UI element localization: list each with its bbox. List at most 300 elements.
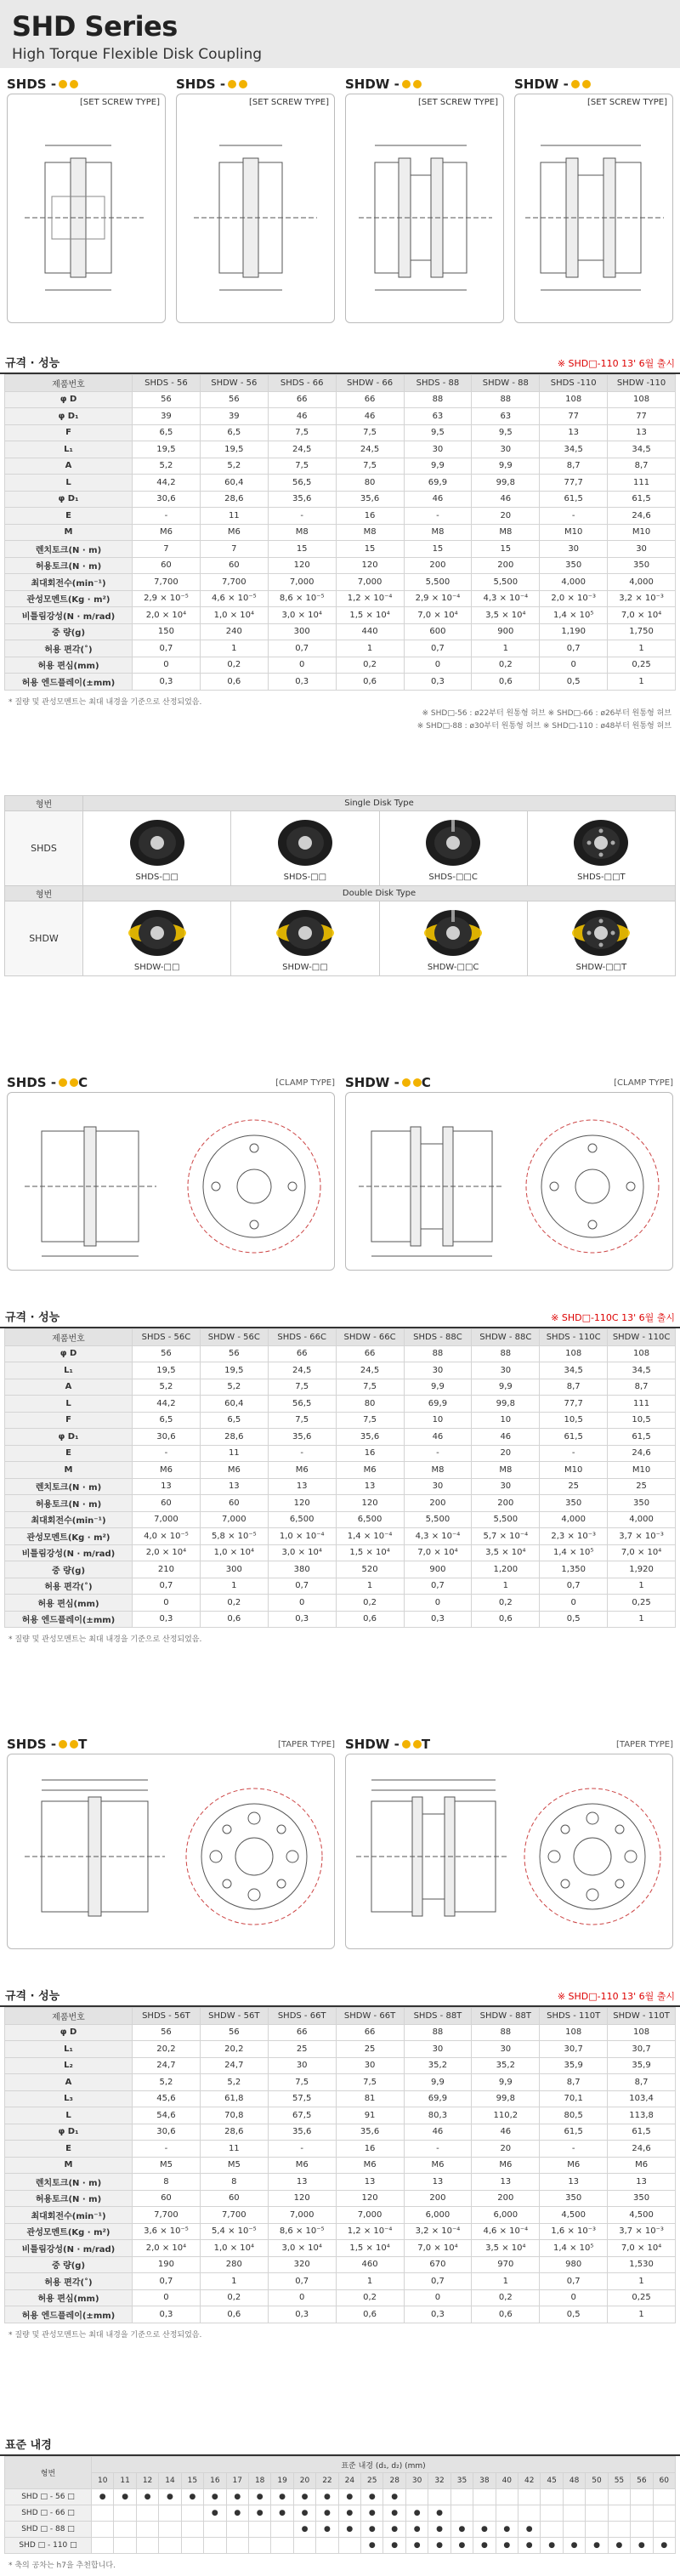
bore-corner-label: 형번 (5, 2457, 92, 2489)
bore-diameter-header: 28 (383, 2473, 405, 2489)
table-cell: 320 (268, 2256, 336, 2273)
table-cell: 6,000 (472, 2207, 540, 2224)
table-cell: 5,2 (133, 1379, 201, 1396)
table-cell: 35,2 (472, 2057, 540, 2074)
table-cell: 0,2 (336, 1595, 404, 1612)
bore-available-mark: ● (271, 2489, 293, 2505)
table-cell: 2,9 × 10⁻⁵ (133, 590, 201, 607)
table-cell: 60 (133, 557, 201, 574)
bore-table (4, 2456, 676, 2554)
table-row (5, 2057, 676, 2074)
row-label: 허용 편각(˚) (5, 2273, 133, 2290)
table-cell: 25 (608, 1478, 676, 1495)
photo-table-section (0, 795, 680, 976)
table-cell: 300 (200, 1561, 268, 1578)
table-cell: 35,2 (404, 2057, 472, 2074)
spec-note: * 질량 및 관성모멘트는 최대 내경을 기준으로 산정되었음. (8, 697, 202, 707)
table-row (5, 391, 676, 408)
table-cell: 7,5 (336, 1412, 404, 1429)
table-cell: 7,5 (268, 1412, 336, 1429)
table-cell: 35,6 (336, 2124, 404, 2141)
table-cell: 30,6 (133, 491, 201, 508)
table-cell: 9,5 (404, 424, 472, 441)
product-code-label: SHDW-□□T (575, 963, 627, 972)
table-cell: 8,7 (540, 458, 608, 475)
table-cell: 56 (133, 1345, 201, 1362)
column-header-product: 제품번호 (5, 375, 133, 392)
row-label: L (5, 2107, 133, 2124)
table-cell: 3,0 × 10⁴ (268, 607, 336, 624)
table-cell: 2,3 × 10⁻³ (540, 1528, 608, 1545)
column-header-model: SHDS -110 (540, 375, 608, 392)
taper-drawing-1 (7, 1754, 335, 1949)
table-cell: 0,6 (336, 674, 404, 691)
column-header-model: SHDW - 110T (608, 2008, 676, 2025)
row-label: L₁ (5, 1362, 133, 1379)
row-label: φ D₁ (5, 491, 133, 508)
size-dot-icon (413, 80, 422, 88)
table-cell: 80 (336, 475, 404, 492)
bore-available-mark: ● (293, 2505, 315, 2522)
table-cell: 9,9 (472, 458, 540, 475)
table-cell: 4,3 × 10⁻⁴ (404, 1528, 472, 1545)
bore-available-mark: ● (608, 2538, 630, 2554)
coupling-side-view-icon (515, 94, 674, 324)
bore-available-mark: ● (383, 2505, 405, 2522)
single-disk-title: Single Disk Type (83, 796, 676, 811)
row-label: 중 량(g) (5, 1561, 133, 1578)
coupling-photo-icon (563, 816, 639, 869)
type-tag: [SET SCREW TYPE] (587, 98, 667, 107)
table-cell: 0,7 (268, 2273, 336, 2290)
clamp-panel-2: SHDW - C [CLAMP TYPE] (345, 1073, 673, 1271)
table-cell: 61,5 (540, 491, 608, 508)
table-cell: M6 (608, 2157, 676, 2174)
table-cell: 200 (472, 557, 540, 574)
table-cell: 46 (404, 2124, 472, 2141)
table-cell (450, 2489, 473, 2505)
table-cell: 3,6 × 10⁻⁵ (133, 2223, 201, 2240)
table-cell: 7,000 (133, 1511, 201, 1528)
table-cell: 35,9 (540, 2057, 608, 2074)
column-header-model: SHDW -110 (608, 375, 676, 392)
table-cell: 30 (404, 441, 472, 458)
spec-table-1-section (0, 355, 680, 732)
table-cell: 80,3 (404, 2107, 472, 2124)
table-cell: - (133, 2141, 201, 2158)
page-subtitle: High Torque Flexible Disk Coupling (12, 46, 263, 63)
size-dot-icon (228, 80, 236, 88)
bore-diameter-header: 17 (226, 2473, 248, 2489)
table-cell: 190 (133, 2256, 201, 2273)
table-cell: 30 (404, 1362, 472, 1379)
product-code-label: SHDW-□□ (133, 963, 180, 972)
table-row (5, 2190, 676, 2207)
table-cell: 66 (268, 2024, 336, 2041)
row-label: F (5, 424, 133, 441)
bore-available-mark: ● (518, 2538, 541, 2554)
table-cell: 56 (200, 2024, 268, 2041)
taper-coupling-drawing-icon (346, 1754, 674, 1950)
table-row (5, 623, 676, 640)
table-cell: - (404, 508, 472, 525)
table-cell: 1,0 × 10⁴ (200, 2240, 268, 2257)
table-cell: 99,8 (472, 1396, 540, 1413)
table-cell: 11 (200, 2141, 268, 2158)
column-header-model: SHDW - 88 (472, 375, 540, 392)
table-row (5, 1578, 676, 1595)
bore-available-mark: ● (204, 2505, 226, 2522)
bore-available-mark: ● (226, 2489, 248, 2505)
table-row (5, 508, 676, 525)
row-label: 비틀림강성(N · m/rad) (5, 607, 133, 624)
row-label: F (5, 1412, 133, 1429)
table-cell (181, 2505, 203, 2522)
table-cell: 77,7 (540, 1396, 608, 1413)
table-row (5, 408, 676, 425)
type-tag: [CLAMP TYPE] (275, 1078, 335, 1088)
table-cell: 34,5 (540, 1362, 608, 1379)
bore-available-mark: ● (450, 2538, 473, 2554)
size-dot-icon (402, 80, 411, 88)
table-cell: 1 (472, 640, 540, 657)
table-cell: 88 (472, 2024, 540, 2041)
table-cell: 0,7 (540, 1578, 608, 1595)
table-cell: 61,5 (540, 1429, 608, 1446)
table-cell: 30 (336, 2057, 404, 2074)
table-row (5, 441, 676, 458)
table-row (5, 1528, 676, 1545)
table-cell: 56 (200, 391, 268, 408)
table-cell: 1,0 × 10⁻⁴ (268, 1528, 336, 1545)
table-cell: 0 (133, 657, 201, 674)
photo-header-label: 형번 (5, 796, 83, 811)
table-row (5, 1561, 676, 1578)
table-cell: 1,4 × 10⁻⁴ (336, 1528, 404, 1545)
table-cell: 0,25 (608, 657, 676, 674)
table-cell: 4,000 (608, 574, 676, 591)
table-cell: M8 (404, 1462, 472, 1479)
table-cell: - (404, 1445, 472, 1462)
table-cell: 10 (472, 1412, 540, 1429)
product-photo (527, 811, 675, 886)
table-row (5, 2124, 676, 2141)
table-cell: 25 (336, 2041, 404, 2058)
table-cell: M6 (472, 2157, 540, 2174)
row-label: 최대회전수(min⁻¹) (5, 2207, 133, 2224)
table-cell: 103,4 (608, 2090, 676, 2107)
column-header-model: SHDS - 56 (133, 375, 201, 392)
bore-available-mark: ● (428, 2538, 450, 2554)
bore-note: * 축의 공차는 h7을 추천합니다. (8, 2562, 116, 2570)
table-cell: 8,7 (540, 1379, 608, 1396)
bore-available-mark: ● (338, 2505, 360, 2522)
table-cell: M8 (472, 524, 540, 541)
table-cell: 0,7 (540, 2273, 608, 2290)
table-cell: 80,5 (540, 2107, 608, 2124)
table-cell (450, 2505, 473, 2522)
table-cell: 20 (472, 508, 540, 525)
table-cell: 1 (336, 640, 404, 657)
table-cell: 1 (472, 1578, 540, 1595)
table-cell: M5 (200, 2157, 268, 2174)
table-cell (653, 2522, 675, 2538)
row-label: M (5, 2157, 133, 2174)
table-cell: 2,0 × 10⁴ (133, 607, 201, 624)
table-row (5, 2157, 676, 2174)
column-header-model: SHDS - 66 (268, 375, 336, 392)
table-cell: 7,5 (268, 424, 336, 441)
row-label: φ D₁ (5, 408, 133, 425)
row-label: 허용 엔드플레이(±mm) (5, 674, 133, 691)
spec-table-3-section (0, 1988, 680, 2340)
table-row (5, 574, 676, 591)
set-screw-drawing-4 (514, 94, 673, 323)
column-header-model: SHDS - 66T (268, 2008, 336, 2025)
bore-diameter-header: 12 (136, 2473, 158, 2489)
table-cell: 0,7 (404, 1578, 472, 1595)
table-cell: 20,2 (133, 2041, 201, 2058)
spec-table-2 (4, 1328, 676, 1628)
type-tag: [SET SCREW TYPE] (249, 98, 329, 107)
row-label: M (5, 524, 133, 541)
table-cell: 35,6 (336, 491, 404, 508)
table-cell: 0,7 (133, 640, 201, 657)
table-cell: 5,500 (404, 574, 472, 591)
photo-table (4, 795, 676, 976)
table-cell: 0,7 (540, 640, 608, 657)
table-cell: 108 (608, 1345, 676, 1362)
product-code-label: SHDS-□□C (428, 873, 478, 882)
table-cell: 3,0 × 10⁴ (268, 2240, 336, 2257)
bore-available-mark: ● (473, 2522, 496, 2538)
table-cell: 56 (133, 391, 201, 408)
table-cell: 120 (268, 557, 336, 574)
taper-panel-2: SHDW - T [TAPER TYPE] (345, 1735, 673, 1949)
table-cell: 6,5 (133, 424, 201, 441)
table-cell: 7 (200, 541, 268, 558)
row-label: 중 량(g) (5, 623, 133, 640)
table-cell: 30 (472, 2041, 540, 2058)
size-dot-icon (70, 1740, 78, 1749)
table-cell: 30 (472, 1362, 540, 1379)
row-label: L₁ (5, 441, 133, 458)
table-cell: 19,5 (200, 1362, 268, 1379)
clamp-coupling-drawing-icon (346, 1093, 674, 1271)
table-cell: 70,8 (200, 2107, 268, 2124)
table-cell (631, 2489, 653, 2505)
table-row (5, 607, 676, 624)
column-header-model: SHDW - 66T (336, 2008, 404, 2025)
table-cell: 24,5 (268, 441, 336, 458)
table-cell: 4,6 × 10⁻⁵ (200, 590, 268, 607)
bore-available-mark: ● (338, 2489, 360, 2505)
table-cell (92, 2522, 114, 2538)
row-label: 렌치토크(N · m) (5, 1478, 133, 1495)
clamp-drawing-2 (345, 1092, 673, 1271)
table-cell: 46 (404, 491, 472, 508)
table-cell: 16 (336, 1445, 404, 1462)
coupling-photo-icon (267, 816, 343, 869)
spec-note: * 질량 및 관성모멘트는 최대 내경을 기준으로 산정되었음. (8, 2330, 202, 2340)
table-cell: 3,7 × 10⁻³ (608, 2223, 676, 2240)
table-cell: 63 (404, 408, 472, 425)
table-cell: 34,5 (608, 1362, 676, 1379)
row-label: L₂ (5, 2057, 133, 2074)
table-cell: 200 (472, 2190, 540, 2207)
size-dot-icon (413, 1740, 422, 1749)
bore-span-label: 표준 내경 (d₁, d₂) (mm) (92, 2457, 676, 2473)
coupling-photo-icon (563, 907, 639, 959)
table-cell: 6,5 (200, 424, 268, 441)
table-cell (518, 2489, 541, 2505)
table-cell: 0,7 (268, 640, 336, 657)
table-row (5, 2174, 676, 2191)
table-cell: 77,7 (540, 475, 608, 492)
table-cell (496, 2505, 518, 2522)
product-code-label: SHDW-□□ (282, 963, 328, 972)
table-cell: 5,2 (133, 2074, 201, 2091)
table-cell: M8 (336, 524, 404, 541)
column-header-model: SHDW - 56T (200, 2008, 268, 2025)
set-screw-panel-1 (7, 75, 166, 323)
table-cell: 35,6 (268, 1429, 336, 1446)
table-cell: 0,6 (472, 1611, 540, 1628)
table-cell (541, 2489, 563, 2505)
bore-available-mark: ● (361, 2489, 383, 2505)
table-row (5, 1511, 676, 1528)
table-cell: 66 (268, 391, 336, 408)
table-cell: 1,200 (472, 1561, 540, 1578)
bore-diameter-header: 55 (608, 2473, 630, 2489)
row-label: 비틀림강성(N · m/rad) (5, 2240, 133, 2257)
table-cell: 0,3 (404, 1611, 472, 1628)
bore-diameter-header: 35 (450, 2473, 473, 2489)
table-cell: 4,3 × 10⁻⁴ (472, 590, 540, 607)
table-cell: 61,8 (200, 2090, 268, 2107)
table-cell: 460 (336, 2256, 404, 2273)
clamp-coupling-drawing-icon (8, 1093, 336, 1271)
table-cell: 120 (268, 2190, 336, 2207)
table-cell: 1,4 × 10⁵ (540, 2240, 608, 2257)
bore-diameter-header: 40 (496, 2473, 518, 2489)
table-cell: 1 (608, 1611, 676, 1628)
table-cell: 0,7 (133, 2273, 201, 2290)
table-cell: 10 (404, 1412, 472, 1429)
table-cell: 3,2 × 10⁻³ (608, 590, 676, 607)
table-row (5, 2289, 676, 2306)
table-cell: 28,6 (200, 1429, 268, 1446)
table-cell: 0,6 (200, 674, 268, 691)
bore-available-mark: ● (405, 2522, 428, 2538)
table-cell: 6,000 (404, 2207, 472, 2224)
table-row (5, 640, 676, 657)
bore-available-mark: ● (428, 2505, 450, 2522)
bore-available-mark: ● (541, 2538, 563, 2554)
table-cell: 0,6 (336, 1611, 404, 1628)
row-label: 최대회전수(min⁻¹) (5, 1511, 133, 1528)
size-dot-icon (402, 1740, 411, 1749)
table-cell: 9,9 (404, 2074, 472, 2091)
table-cell: 7,000 (336, 2207, 404, 2224)
table-cell: M6 (336, 1462, 404, 1479)
bore-available-mark: ● (631, 2538, 653, 2554)
table-cell: 88 (472, 1345, 540, 1362)
table-cell: 7,5 (268, 2074, 336, 2091)
row-label: φ D₁ (5, 1429, 133, 1446)
row-label: M (5, 1462, 133, 1479)
table-row (5, 657, 676, 674)
table-cell: 7,5 (336, 458, 404, 475)
bore-available-mark: ● (518, 2522, 541, 2538)
bore-diameter-header: 15 (181, 2473, 203, 2489)
table-row (5, 1478, 676, 1495)
bore-available-mark: ● (248, 2505, 270, 2522)
type-tag: [TAPER TYPE] (277, 1739, 335, 1749)
table-cell: 108 (608, 391, 676, 408)
table-cell: 350 (540, 1495, 608, 1512)
table-cell: 7,000 (200, 1511, 268, 1528)
table-cell: 7,700 (200, 2207, 268, 2224)
table-cell: 120 (336, 1495, 404, 1512)
table-cell: 0,6 (472, 674, 540, 691)
set-screw-drawing-3 (345, 94, 504, 323)
bore-diameter-header: 14 (159, 2473, 181, 2489)
bore-available-mark: ● (450, 2522, 473, 2538)
table-cell: 46 (404, 1429, 472, 1446)
table-cell: 13 (133, 1478, 201, 1495)
table-cell: 5,2 (200, 2074, 268, 2091)
table-row (5, 1595, 676, 1612)
size-dot-icon (59, 1078, 67, 1087)
type-tag: [SET SCREW TYPE] (80, 98, 160, 107)
table-row (5, 557, 676, 574)
table-cell: M6 (200, 524, 268, 541)
row-label: L₃ (5, 2090, 133, 2107)
table-cell: 600 (404, 623, 472, 640)
table-cell: 7,700 (133, 2207, 201, 2224)
table-cell: 0 (133, 1595, 201, 1612)
column-header-model: SHDW - 56 (200, 375, 268, 392)
table-cell: 77 (540, 408, 608, 425)
table-cell (159, 2538, 181, 2554)
row-label: 허용 편심(mm) (5, 657, 133, 674)
table-cell: 1,750 (608, 623, 676, 640)
coupling-photo-icon (267, 907, 343, 959)
table-cell: 108 (608, 2024, 676, 2041)
table-cell: 0 (404, 1595, 472, 1612)
table-cell (586, 2522, 608, 2538)
table-cell (608, 2522, 630, 2538)
table-cell: 1 (608, 640, 676, 657)
table-row (5, 1362, 676, 1379)
table-cell: 30 (404, 1478, 472, 1495)
row-label: 관성모멘트(Kg · m²) (5, 590, 133, 607)
table-cell: 1 (608, 674, 676, 691)
table-cell (608, 2505, 630, 2522)
table-cell (114, 2538, 136, 2554)
table-cell: 15 (472, 541, 540, 558)
table-cell: 0,6 (200, 2306, 268, 2323)
table-cell: 9,5 (472, 424, 540, 441)
table-cell: 5,7 × 10⁻⁴ (472, 1528, 540, 1545)
column-header-model: SHDS - 110C (540, 1329, 608, 1346)
table-cell: M6 (200, 1462, 268, 1479)
table-cell: 69,9 (404, 2090, 472, 2107)
table-cell: 60 (200, 557, 268, 574)
table-cell: 28,6 (200, 2124, 268, 2141)
coupling-side-view-icon (8, 94, 167, 324)
